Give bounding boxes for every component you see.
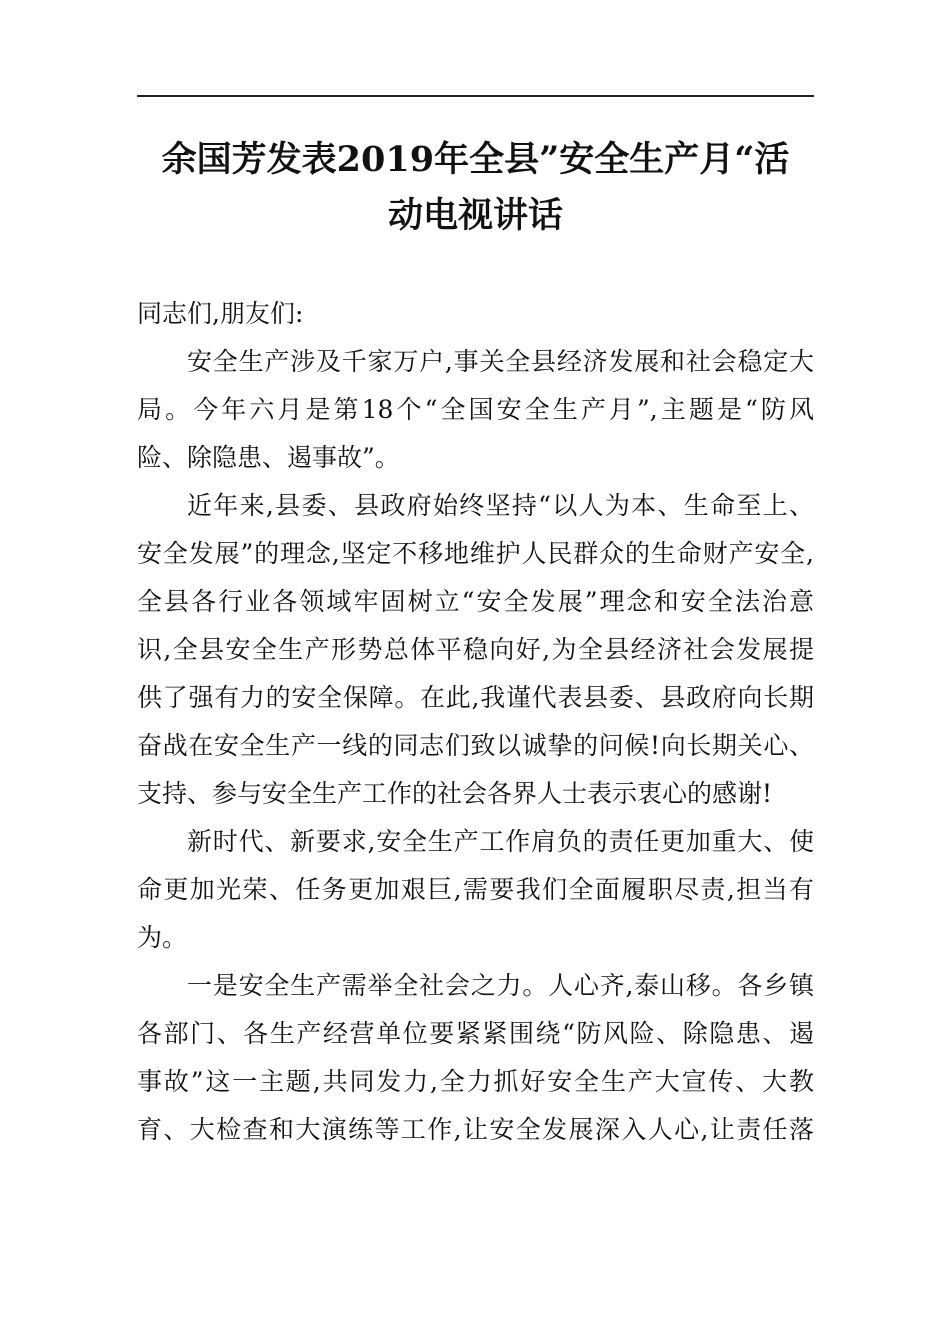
paragraph-line: 各部门、各生产经营单位要紧紧围绕“防风险、除隐患、遏 xyxy=(137,1019,814,1048)
paragraph-3 xyxy=(137,818,814,962)
paragraph-line: 育、大检查和大演练等工作,让安全发展深入人心,让责任落 xyxy=(137,1115,814,1144)
header-rule xyxy=(137,95,814,97)
paragraph-line: 识,全县安全生产形势总体平稳向好,为全县经济社会发展提 xyxy=(137,635,814,664)
paragraph-line: 供了强有力的安全保障。在此,我谨代表县委、县政府向长期 xyxy=(137,683,814,712)
paragraph-line: 命更加光荣、任务更加艰巨,需要我们全面履职尽责,担当有 xyxy=(137,875,814,904)
paragraph-line: 全县各行业各领域牢固树立“安全发展”理念和安全法治意 xyxy=(137,587,814,616)
paragraph-line: 为。 xyxy=(137,923,188,952)
salutation: 同志们,朋友们: xyxy=(137,299,304,328)
paragraph-4 xyxy=(137,962,814,1154)
paragraph-line: 一是安全生产需举全社会之力。人心齐,泰山移。各乡镇 xyxy=(187,971,814,1000)
paragraph-2 xyxy=(137,482,814,818)
paragraph-line: 支持、参与安全生产工作的社会各界人士表示衷心的感谢! xyxy=(137,779,773,808)
title-line-2: 动电视讲话 xyxy=(387,195,563,236)
paragraph-line: 安全生产涉及千家万户,事关全县经济发展和社会稳定大 xyxy=(187,347,814,376)
paragraph-line: 近年来,县委、县政府始终坚持“以人为本、生命至上、 xyxy=(187,491,814,520)
document-title xyxy=(137,132,814,244)
paragraph-line: 奋战在安全生产一线的同志们致以诚挚的问候!向长期关心、 xyxy=(137,731,814,760)
paragraph-line: 险、除隐患、遏事故”。 xyxy=(137,443,400,472)
paragraph-line: 新时代、新要求,安全生产工作肩负的责任更加重大、使 xyxy=(187,827,814,856)
paragraph-line: 事故”这一主题,共同发力,全力抓好安全生产大宣传、大教 xyxy=(137,1067,814,1096)
document-body xyxy=(137,290,814,1154)
paragraph-1 xyxy=(137,338,814,482)
paragraph-line: 局。今年六月是第18个“全国安全生产月”,主题是“防风 xyxy=(137,395,814,424)
paragraph-line: 安全发展”的理念,坚定不移地维护人民群众的生命财产安全, xyxy=(137,539,814,568)
title-line-1: 余国芳发表2019年全县”安全生产月“活 xyxy=(161,139,790,180)
